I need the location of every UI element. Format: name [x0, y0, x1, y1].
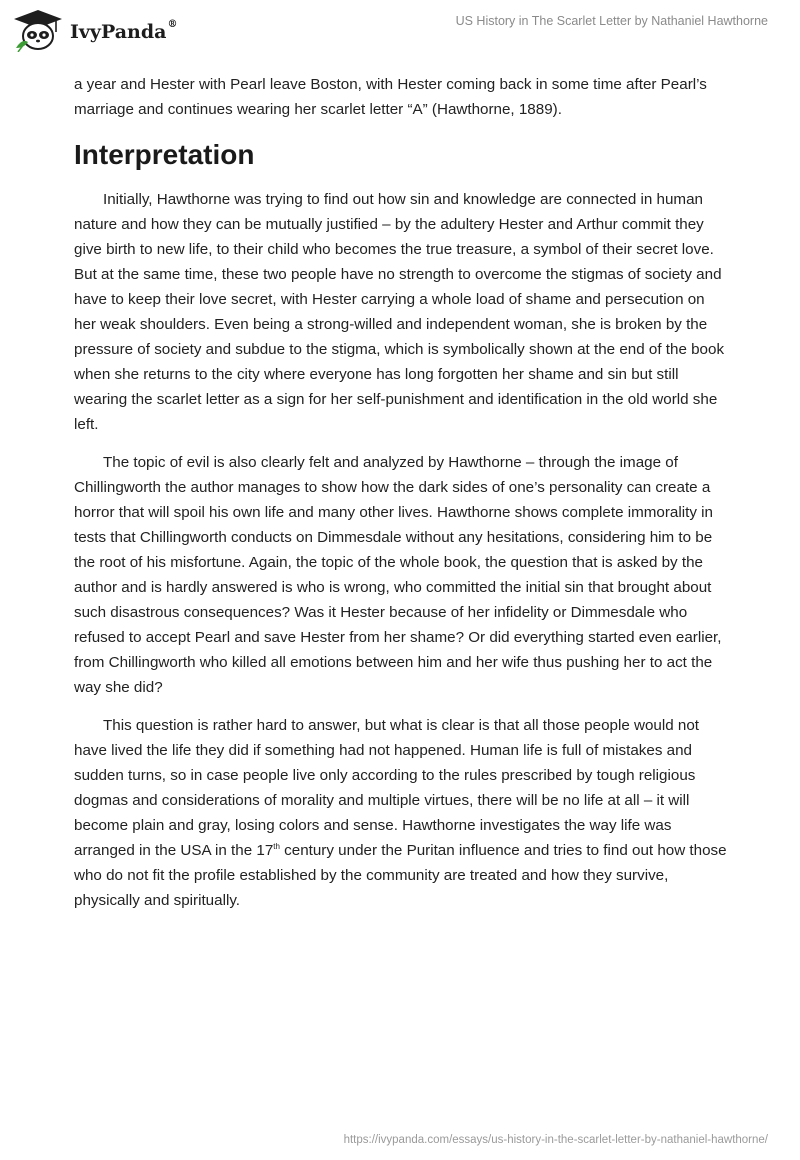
paragraph-final — [74, 713, 730, 913]
document-title: US History in The Scarlet Letter by Nathaniel Hawthorne — [455, 14, 768, 28]
intro-paragraph: a year and Hester with Pearl leave Boston, with Hester coming back in some time after Pearl’s marriage and continues wearing her scarlet letter “A” (Hawthorne, 1889). — [74, 76, 707, 118]
section-heading: Interpretation — [74, 139, 255, 170]
paragraph: The topic of evil is also clearly felt and analyzed by Hawthorne – through the image of Chillingworth the author manages to show how the dark sides of one’s personality can create a horror that will spoil his own life and many other lives. Hawthorne shows complete immorality in tests that Chillingworth conducts on Dimmesdale without any hesitations, considering him to be the root of his misfortune. Again, the topic of the whole book, the question that is asked by the author and is hardly answered is who is wrong, who committed the initial sin that brought about such disastrous consequences? Was it Hester because of her infidelity or Dimmesdale who refused to accept Pearl and save Hester from her shame? Or did everything started even earlier, from Chillingworth who killed all emotions between him and her wife thus pushing her to act the way she did? — [74, 454, 722, 696]
paragraph: Initially, Hawthorne was trying to find out how sin and knowledge are connected in human nature and how they can be mutually justified – by the adultery Hester and Arthur commit they give birth to new life, to their child who becomes the true treasure, a symbol of their secret love. But at the same time, these two people have no strength to overcome the stigmas of society and have to keep their love secret, with Hester carrying a whole load of shame and persecution on her weak shoulders. Even being a strong-willed and independent woman, she is broken by the pressure of society and subdue to the stigma, which is symbolically shown at the end of the book when she returns to the city where everyone has long forgotten her shame and sin but still wearing the scarlet letter as a sign for her self-punishment and identification in the old world she left. — [74, 191, 725, 433]
ivypanda-logo[interactable] — [12, 8, 177, 52]
essay-body — [74, 72, 730, 926]
brand-name: IvyPanda® — [70, 18, 178, 43]
page-header — [0, 0, 800, 60]
ordinal-suffix: th — [273, 841, 280, 851]
paragraph-text: century under the Puritan influence and tries to find out how those who do not fit the profile established by the community are treated and how they survive, physically and spiritually. — [74, 842, 727, 909]
registered-mark: ® — [167, 18, 178, 30]
source-url-link[interactable]: https://ivypanda.com/essays/us-history-in-the-scarlet-letter-by-nathaniel-hawthorne/ — [343, 1134, 768, 1146]
paragraph-text: This question is rather hard to answer, but what is clear is that all those people would not have lived the life they did if something had not happened. Human life is full of mistakes and sudden turns, so in case people live only according to the rules prescribed by tough religious dogmas and considerations of morality and multiple virtues, there will be no life at all – it will become plain and gray, losing colors and sense. Hawthorne investigates the way life was arranged in the USA in the 17 — [74, 717, 700, 859]
panda-graduate-icon — [12, 8, 64, 52]
